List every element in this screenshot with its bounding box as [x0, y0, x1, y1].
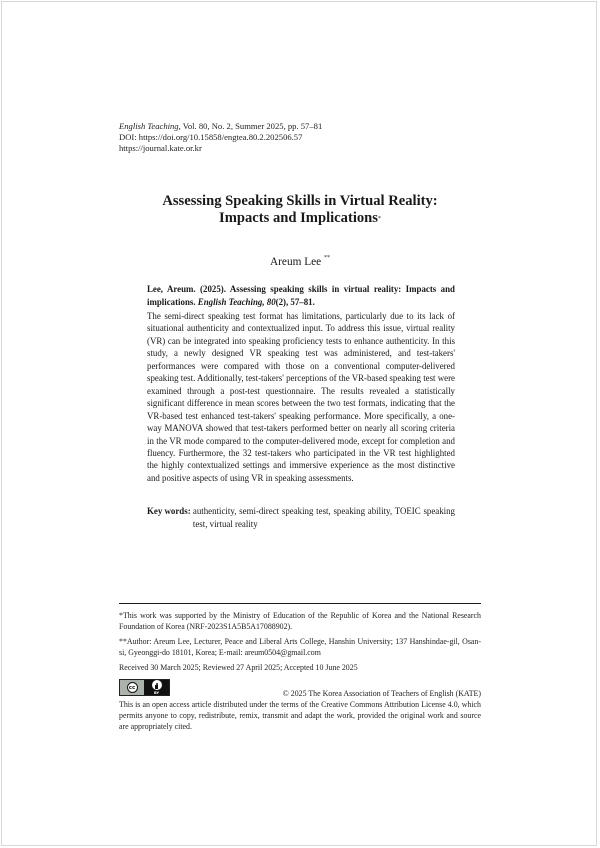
- cc-icon: cc: [120, 680, 144, 695]
- journal-header: [119, 121, 322, 154]
- title-line-1: Assessing Speaking Skills in Virtual Reality:: [162, 193, 438, 209]
- author-line: [100, 256, 500, 268]
- footnote-divider: [119, 603, 481, 604]
- citation-journal: English Teaching, 80: [197, 296, 276, 307]
- journal-citation-line: [119, 121, 322, 132]
- citation-text: Lee, Areum. (2025). Assessing speaking skills in virtual reality: Impacts and implications.: [147, 284, 455, 307]
- author-name: Areum Lee: [270, 256, 322, 268]
- keywords-text: authenticity, semi-direct speaking test, speaking ability, TOEIC speaking test, virtual reality: [192, 506, 455, 529]
- doi-link[interactable]: DOI: https://doi.org/10.15858/engtea.80.2.202506.57: [119, 132, 303, 142]
- abstract-text: The semi-direct speaking test format has limitations, particularly due to its lack of situational authenticity and contextualized input. To address this issue, virtual reality (VR) can be integrated into speaking proficiency tests to enhance authenticity. In this study, a newly designed VR speaking test was administered, and test-takers' performances were compared with those on a conventional computer-delivered speaking test. Additionally, test-takers' perceptions of the VR-based speaking test were examined through a post-test questionnaire. The results revealed a statistically significant difference in mean scores between the two test formats, indicating that the VR-based test enhanced test-takers' speaking performance. More specifically, a one-way MANOVA showed that test-takers performed better on nearly all scoring criteria in the VR mode compared to the computer-delivered mode, except for completion and fluency. Furthermore, the 32 test-takers who participated in the VR test highlighted the highly contextualized settings and immersive experience as the most distinctive and positive aspects of using VR in speaking assessments.: [147, 311, 455, 483]
- keywords-label: Key words:: [147, 506, 193, 516]
- license-text: This is an open access article distributed under the terms of the Creative Commons Attribution License 4.0, which permits anyone to copy, redistribute, remix, transmit and adapt the work, provided the original work and source are appropriately cited.: [119, 700, 481, 731]
- journal-url-link[interactable]: https://journal.kate.or.kr: [119, 143, 202, 153]
- journal-name: English Teaching: [119, 121, 179, 131]
- footnotes: [119, 610, 481, 677]
- author-footnote-mark[interactable]: **: [323, 255, 330, 261]
- keywords: [147, 505, 455, 530]
- by-label: BY: [153, 691, 159, 695]
- journal-volume-info: , Vol. 80, No. 2, Summer 2025, pp. 57–81: [178, 121, 323, 131]
- copyright-block: [119, 688, 481, 732]
- title-line-2: Impacts and Implications: [219, 210, 378, 226]
- author-note: **Author: Areum Lee, Lecturer, Peace and Liberal Arts College, Hanshin University; 137 Hanshindae-gil, Osan-si, Gyeonggi-do 18101, Korea; E-mail: areum0504@gmail.com: [119, 637, 481, 657]
- article-citation: [147, 283, 455, 308]
- dates-note: Received 30 March 2025; Reviewed 27 April 2025; Accepted 10 June 2025: [119, 663, 358, 672]
- citation-pages: (2), 57–81.: [275, 296, 315, 307]
- funding-note: *This work was supported by the Ministry of Education of the Republic of Korea and the National Research Foundation of Korea (NRF-2023S1A5B5A17088902).: [119, 611, 481, 631]
- copyright-line: © 2025 The Korea Association of Teachers of English (KATE): [282, 689, 481, 698]
- article-title: [100, 193, 500, 227]
- title-footnote-mark[interactable]: *: [377, 216, 381, 222]
